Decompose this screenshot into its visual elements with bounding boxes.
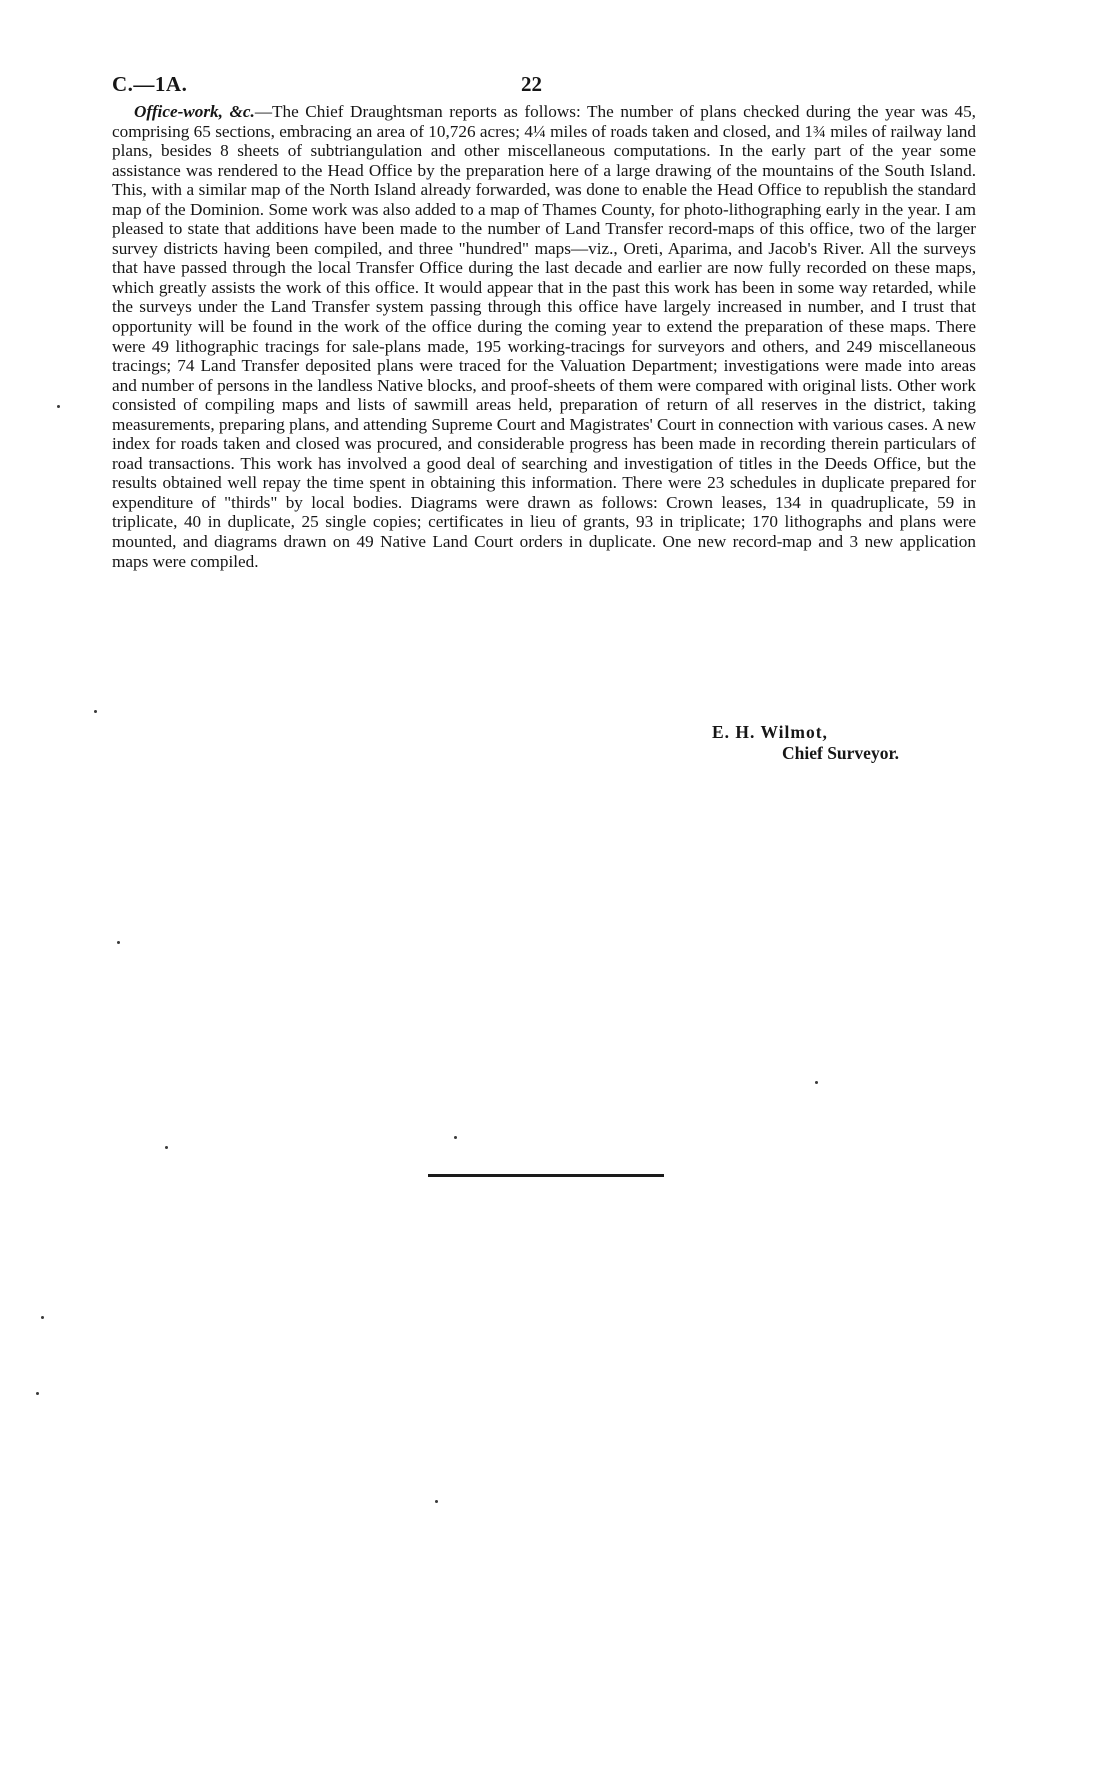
scan-speck bbox=[165, 1146, 168, 1149]
scan-speck bbox=[117, 941, 120, 944]
scan-speck bbox=[94, 710, 97, 713]
section-divider bbox=[428, 1174, 664, 1177]
page-header bbox=[112, 72, 977, 96]
scan-speck bbox=[815, 1081, 818, 1084]
signature-block bbox=[712, 722, 952, 764]
scan-speck bbox=[36, 1392, 39, 1395]
report-lead: Office-work, &c. bbox=[134, 102, 255, 121]
scan-speck bbox=[41, 1316, 44, 1319]
scan-speck bbox=[57, 405, 60, 408]
report-paragraph bbox=[112, 102, 976, 571]
report-body: —The Chief Draughtsman reports as follows: The number of plans checked during the year was 45, comprising 65 sections, embracing an area of 10,726 acres; 4¼ miles of roads taken and closed, and 1¾ miles of railway land plans, besides 8 sheets of subtriangulation and other miscellaneous computations. In the early part of the year some assistance was rendered to the Head Office by the preparation here of a large drawing of the mountains of the South Island. This, with a similar map of the North Island already forwarded, was done to enable the Head Office to republish the standard map of the Dominion. Some work was also added to a map of Thames County, for photo-lithographing early in the year. I am pleased to state that additions have been made to the number of Land Transfer record-maps of this office, two of the larger survey districts having been compiled, and three "hundred" maps—viz., Oreti, Aparima, and Jacob's River. All the surveys that have passed through the local Transfer Office during the last decade and earlier are now fully recorded on these maps, which greatly assists the work of this office. It would appear that in the past this work has been in some way retarded, while the surveys under the Land Transfer system passing through this office have largely increased in number, and I trust that opportunity will be found in the work of the office during the coming year to extend the preparation of these maps. There were 49 lithographic tracings for sale-plans made, 195 working-tracings for surveyors and others, and 249 miscellaneous tracings; 74 Land Transfer deposited plans were traced for the Valuation Department; investigations were made into areas and number of persons in the landless Native blocks, and proof-sheets of them were compared with original lists. Other work consisted of compiling maps and lists of sawmill areas held, preparation of return of all reserves in the district, taking measurements, preparing plans, and attending Supreme Court and Magistrates' Court in connection with various cases. A new index for roads taken and closed was procured, and considerable progress has been made in recording therein particulars of road transactions. This work has involved a good deal of searching and investigation of titles in the Deeds Office, but the results obtained well repay the time spent in obtaining this information. There were 23 schedules in duplicate prepared for expenditure of "thirds" by local bodies. Diagrams were drawn as follows: Crown leases, 134 in quadruplicate, 59 in triplicate, 40 in duplicate, 25 single copies; certificates in lieu of grants, 93 in triplicate; 170 lithographs and plans were mounted, and diagrams drawn on 49 Native Land Court orders in duplicate. One new record-map and 3 new application maps were compiled. bbox=[112, 102, 976, 571]
scan-speck bbox=[454, 1136, 457, 1139]
scan-speck bbox=[435, 1500, 438, 1503]
signatory-title: Chief Surveyor. bbox=[782, 743, 899, 763]
signatory-name: E. H. Wilmot, bbox=[712, 722, 828, 742]
page-number: 22 bbox=[521, 72, 542, 96]
document-reference: C.—1A. bbox=[112, 72, 188, 96]
